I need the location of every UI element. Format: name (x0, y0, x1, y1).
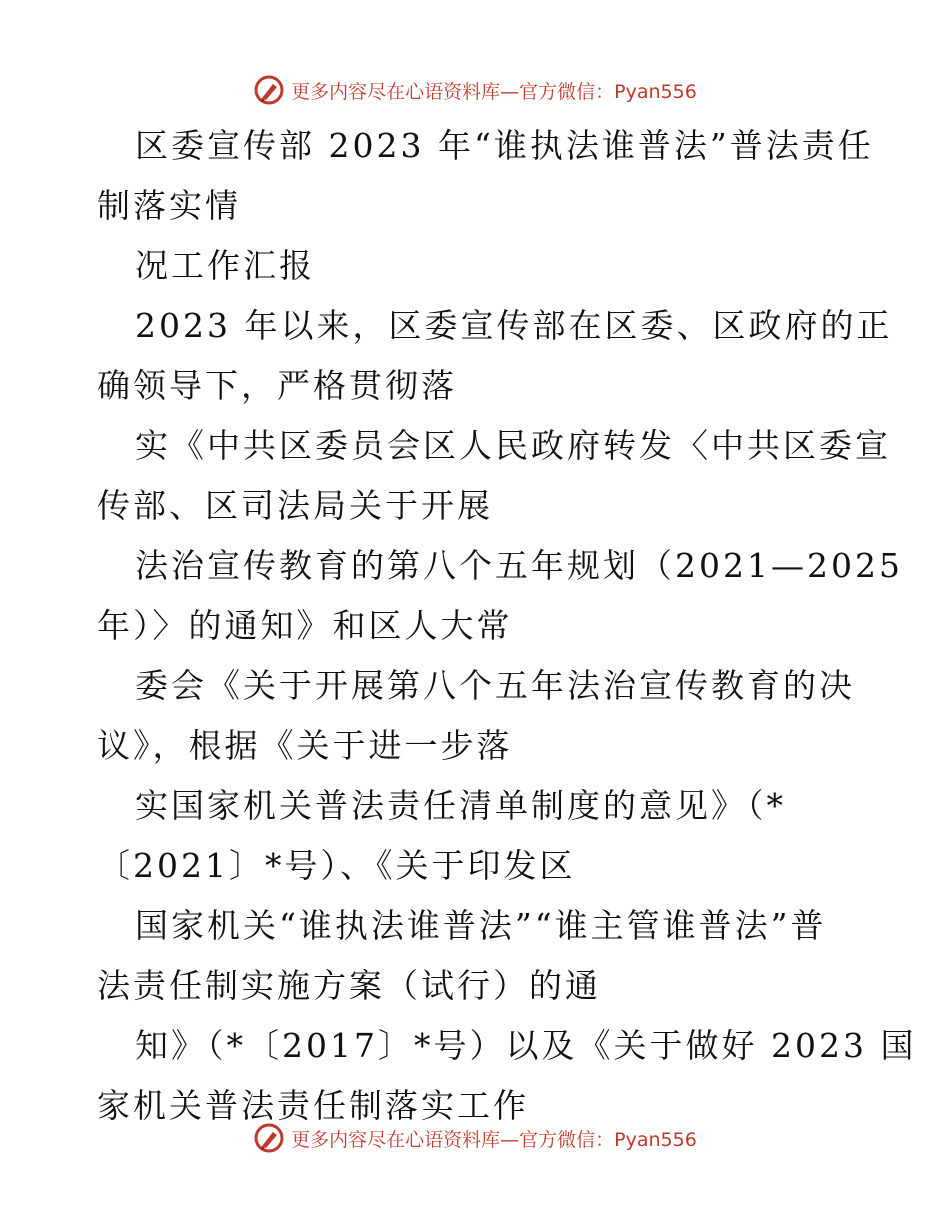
text-line: 况工作汇报 (135, 246, 315, 285)
watermark-account: Pyan556 (614, 1128, 697, 1151)
document-body (97, 116, 917, 1136)
text-line: 确领导下，严格贯彻落 (97, 366, 457, 405)
text-line: 委会《关于开展第八个五年法治宣传教育的决 (135, 666, 855, 705)
text-line: 家机关普法责任制落实工作 (97, 1086, 529, 1125)
text-line: 知》（*〔2017〕*号）以及《关于做好 2023 国 (135, 1026, 917, 1065)
text-line: 国家机关“谁执法谁普法”“谁主管谁普法”普 (135, 906, 827, 945)
text-line: 制落实情 (97, 186, 241, 225)
watermark-text (291, 77, 697, 104)
text-line: 传部、区司法局关于开展 (97, 486, 493, 525)
watermark-text (291, 1125, 697, 1152)
footer-watermark (0, 1118, 950, 1158)
text-line: 年）〉的通知》和区人大常 (97, 606, 513, 645)
text-line: 〔2021〕*号）、《关于印发区 (97, 846, 576, 885)
pen-logo-icon (253, 74, 285, 106)
text-line: 实《中共区委员会区人民政府转发〈中共区委宣 (135, 426, 891, 465)
text-line: 议》，根据《关于进一步落 (97, 726, 513, 765)
text-line: 法治宣传教育的第八个五年规划（2021—2025 (135, 546, 903, 585)
text-line: 区委宣传部 2023 年“谁执法谁普法”普法责任 (135, 126, 874, 165)
pen-logo-icon (253, 1122, 285, 1154)
watermark-label: 更多内容尽在心语资料库—官方微信： (291, 80, 615, 103)
watermark-account: Pyan556 (614, 80, 697, 103)
header-watermark (0, 70, 950, 110)
text-line: 实国家机关普法责任清单制度的意见》（* (135, 786, 786, 825)
watermark-label: 更多内容尽在心语资料库—官方微信： (291, 1128, 615, 1151)
text-line: 2023 年以来，区委宣传部在区委、区政府的正 (135, 306, 893, 345)
text-line: 法责任制实施方案（试行）的通 (97, 966, 601, 1005)
